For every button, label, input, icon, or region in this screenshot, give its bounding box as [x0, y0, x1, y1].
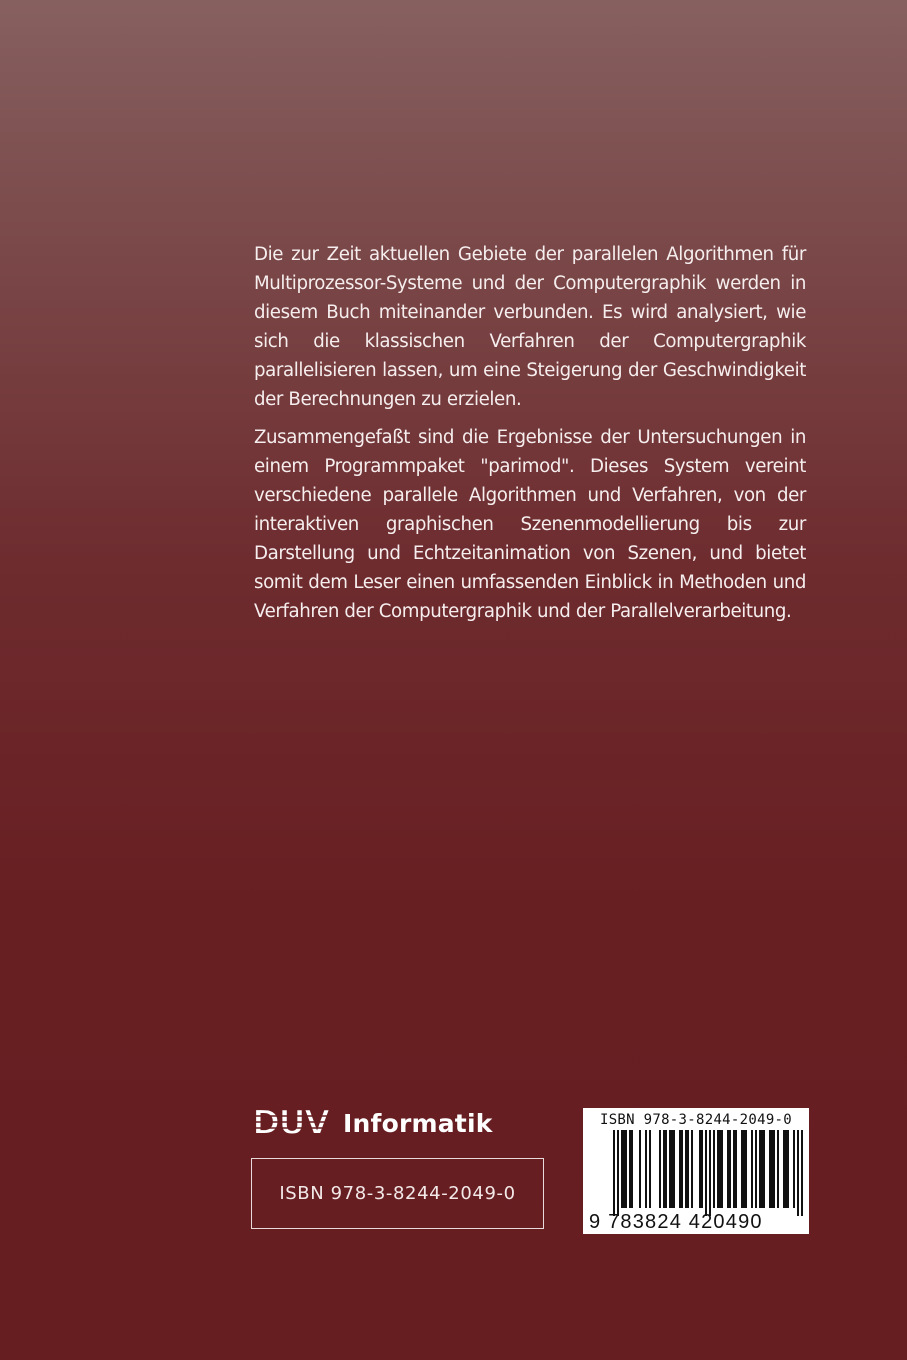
barcode-bar [713, 1130, 715, 1208]
duv-logo [251, 1103, 331, 1139]
barcode-bar [797, 1130, 799, 1216]
barcode-bar [699, 1130, 703, 1208]
barcode-bar [759, 1130, 765, 1208]
barcode-bar [769, 1130, 775, 1208]
barcode-bar [629, 1130, 633, 1208]
barcode-bar [645, 1130, 647, 1208]
isbn-box-text: ISBN 978-3-8244-2049-0 [279, 1183, 516, 1204]
publisher-line [251, 1103, 551, 1143]
series-name: Informatik [343, 1109, 493, 1138]
barcode-bar [639, 1130, 641, 1208]
barcode-bar [685, 1130, 689, 1208]
barcode-bar [617, 1130, 619, 1216]
barcode-bar [777, 1130, 779, 1208]
barcode-bar [733, 1130, 737, 1208]
barcode-bar [741, 1130, 747, 1208]
barcode-bar [801, 1130, 803, 1216]
blurb-paragraph-2: Zusammengefaßt sind die Ergebnisse der Untersuchungen in einem Programmpaket "parimod". Dieses System vereint verschiedene parallele Algorithmen und Verfahren, von der interaktiven graphischen Szenenmodellierung bis zur Darstellung und Echtzeitanimation von Szenen, und bietet somit dem Leser einen umfassenden Einblick in Methoden und Verfahren der Computergraphik und der Parallelverarbeitung. [254, 427, 806, 622]
barcode-bar [727, 1130, 731, 1208]
blurb-text [254, 240, 806, 635]
blurb-paragraph-1: Die zur Zeit aktuellen Gebiete der parallelen Algorithmen für Multiprozessor-Systeme und der Computergraphik werden in diesem Buch miteinander verbunden. Es wird analysiert, wie sich die klassischen Verfahren der Computergraphik parallelisieren lassen, um eine Steigerung der Geschwindigkeit der Berechnungen zu erzielen. [254, 244, 806, 410]
barcode-bar [669, 1130, 675, 1208]
barcode-bar [691, 1130, 693, 1208]
barcode-bar [649, 1130, 651, 1208]
barcode-bar [659, 1130, 661, 1208]
barcode-bar [793, 1130, 795, 1208]
svg-text:DUV: DUV [252, 1103, 329, 1139]
barcode-ean-text: 9 783824 420490 [589, 1211, 763, 1233]
barcode-bars [591, 1130, 803, 1216]
barcode-bar [613, 1130, 615, 1216]
barcode-bar [663, 1130, 667, 1208]
barcode-isbn-text: ISBN 978-3-8244-2049-0 [599, 1112, 793, 1128]
barcode-bar [709, 1130, 711, 1216]
isbn-box [251, 1158, 544, 1229]
barcode-bar [783, 1130, 789, 1208]
barcode-bar [751, 1130, 753, 1208]
barcode-bar [755, 1130, 757, 1208]
barcode-bar [679, 1130, 683, 1208]
barcode-bar [717, 1130, 723, 1208]
barcode-bar [705, 1130, 707, 1216]
barcode [583, 1108, 809, 1234]
barcode-bar [621, 1130, 627, 1208]
